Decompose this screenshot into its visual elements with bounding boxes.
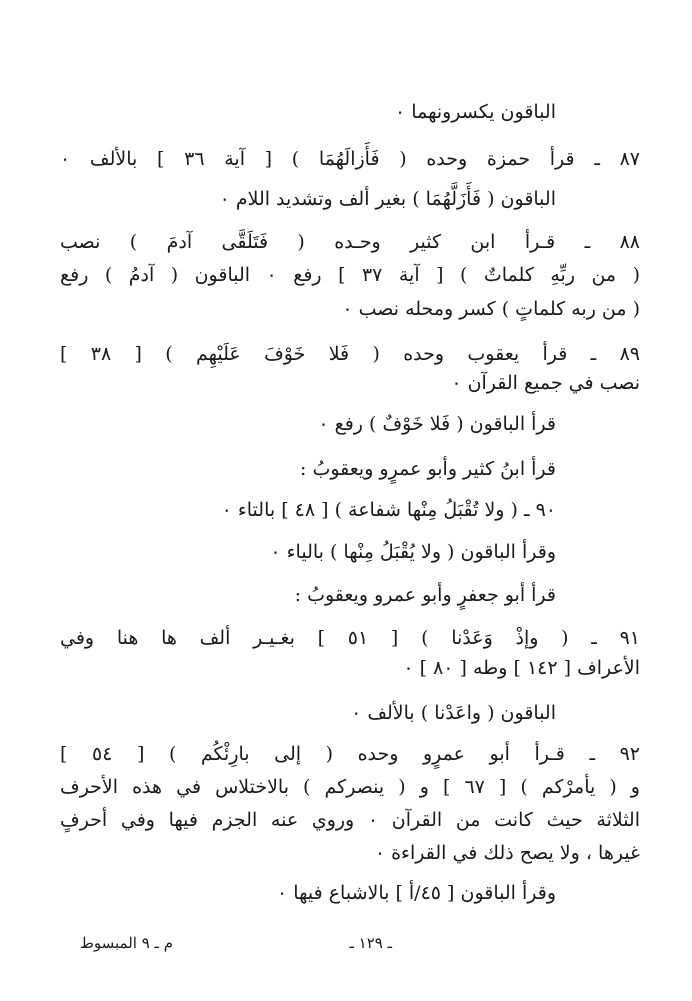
- text-line: ( من ربه كلماتٍ ) كسر ومحله نصب ٠: [342, 298, 640, 320]
- text-line: قرأ ابنُ كثير وأبو عمرٍو ويعقوبُ :: [300, 458, 556, 480]
- text-line: ٩٠ ـ ( ولا تُقْبَلُ مِنْها شفاعة ) [ ٤٨ ] بالتاء ٠: [221, 499, 556, 521]
- page-number: ـ ١٢٩ ـ: [349, 934, 392, 952]
- text-line: قرأ أبو جعفرٍ وأبو عمرو ويعقوبُ :: [294, 584, 556, 606]
- text-line: وقرأ الباقون ( ولا يُقْبَلُ مِنْها ) بالياء ٠: [270, 541, 556, 563]
- text-line: نصب في جميع القرآن ٠: [451, 372, 640, 394]
- text-line: ٨٩ ـ قرأ يعقوب وحده ( فَلا خَوْفَ عَلَيْهِم ) [ ٣٨ ]: [60, 343, 640, 365]
- text-line: الأعراف [ ١٤٢ ] وطه [ ٨٠ ] ٠: [403, 657, 640, 679]
- text-line: ٨٨ ـ قـرأ ابن كثير وحـده ( فَتَلَقَّى آدمَ ) نصب: [60, 231, 640, 253]
- signature-mark: م ـ ٩ المبسوط: [80, 934, 173, 952]
- text-line: الباقون ( فَأَزَلَّهُمَا ) بغير ألف وتشديد اللام ٠: [219, 188, 556, 210]
- text-line: ( من ربِّهِ كلماتٌ ) [ آية ٣٧ ] رفع ٠ الباقون ( آدمُ ) رفع: [60, 264, 640, 286]
- text-line: و ( يأمرْكم ) [ ٦٧ ] و ( ينصركم ) بالاختلاس في هذه الأحرف: [60, 776, 640, 798]
- text-line: ٩٢ ـ قـرأ أبو عمرٍو وحده ( إلى بارِئْكُم ) [ ٥٤ ]: [60, 743, 641, 765]
- text-line: غيرها ، ولا يصح ذلك في القراءة ٠: [374, 842, 640, 864]
- text-line: الباقون يكسرونهما ٠: [395, 101, 556, 123]
- text-line: ٨٧ ـ قرأ حمزة وحده ( فَأَزالَهُمَا ) [ آية ٣٦ ] بالألف ٠: [60, 148, 640, 170]
- text-line: ٩١ ـ ( وإذْ وَعَدْنا ) [ ٥١ ] بغـيـر ألف ها هنا وفي: [60, 627, 641, 649]
- text-line: الباقون ( واعَدْنا ) بالألف ٠: [351, 702, 556, 724]
- text-line: وقرأ الباقون [ ٤٥/أ ] بالاشباع فيها ٠: [277, 882, 556, 904]
- text-line: الثلاثة حيث كانت من القرآن ٠ وروي عنه الجزم فيها وفي أحرفٍ: [60, 809, 640, 831]
- page-footer: [80, 930, 392, 956]
- text-line: قرأ الباقون ( فَلا خَوْفٌ ) رفع ٠: [318, 413, 556, 435]
